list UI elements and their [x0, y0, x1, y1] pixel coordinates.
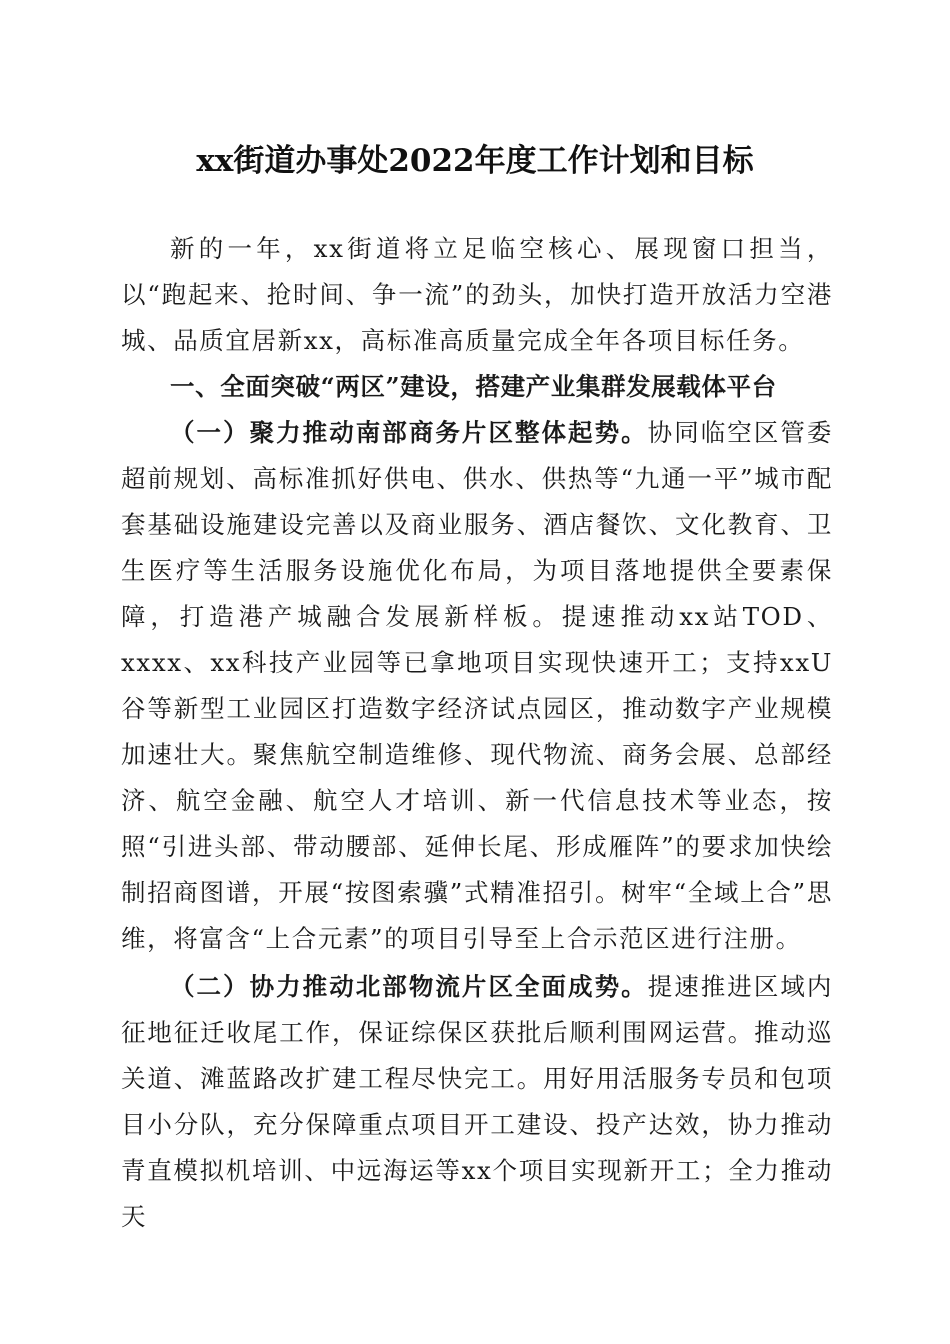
document-title: xx街道办事处2022年度工作计划和目标 [196, 143, 754, 179]
intro-paragraph: 新的一年，xx街道将立足临空核心、展现窗口担当，以“跑起来、抢时间、争一流”的劲头，加快打造开放活力空港城、品质宜居新xx，高标准高质量完成全年各项目标任务。 [121, 234, 833, 355]
paragraph-2 [121, 964, 833, 1240]
paragraph-1-body: 协同临空区管委超前规划、高标准抓好供电、供水、供热等“九通一平”城市配套基础设施建设完善以及商业服务、酒店餐饮、文化教育、卫生医疗等生活服务设施优化布局，为项目落地提供全要素保障，打造港产城融合发展新样板。提速推动xx站TOD、xxxx、xx科技产业园等已拿地项目实现快速开工；支持xxU谷等新型工业园区打造数字经济试点园区，推动数字产业规模加速壮大。聚焦航空制造维修、现代物流、商务会展、总部经济、航空金融、航空人才培训、新一代信息技术等业态，按照“引进头部、带动腰部、延伸长尾、形成雁阵”的要求加快绘制招商图谱，开展“按图索骥”式精准招引。树牢“全域上合”思维，将富含“上合元素”的项目引导至上合示范区进行注册。 [121, 418, 833, 953]
paragraph-2-body: 提速推进区域内征地征迁收尾工作，保证综保区获批后顺利围网运营。推动巡关道、滩蓝路改扩建工程尽快完工。用好用活服务专员和包项目小分队，充分保障重点项目开工建设、投产达效，协力推动青直模拟机培训、中远海运等xx个项目实现新开工；全力推动天 [121, 972, 833, 1231]
paragraph-1 [121, 410, 833, 962]
document-body [121, 226, 833, 1240]
section-heading: 一、全面突破“两区”建设，搭建产业集群发展载体平台 [170, 372, 777, 401]
paragraph-1-lead: （一）聚力推动南部商务片区整体起势。 [170, 418, 648, 447]
paragraph-2-lead: （二）协力推动北部物流片区全面成势。 [170, 972, 648, 1001]
